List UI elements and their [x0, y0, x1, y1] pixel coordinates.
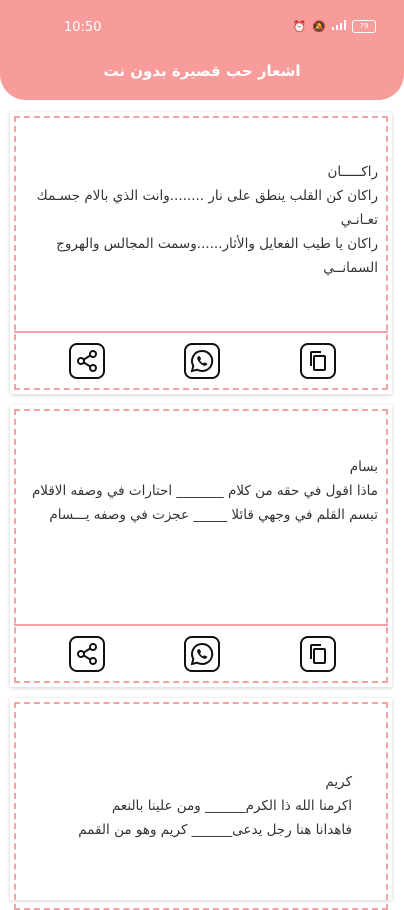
- status-icons: [293, 20, 376, 33]
- poem-text: [24, 455, 378, 527]
- poem-card: [10, 405, 392, 687]
- copy-icon: [306, 642, 330, 666]
- app-header: [0, 0, 404, 100]
- poem-body: ماذا اقول في حقه من كلام _______ احتارات في وصفه الاقلام تبسم القلم في وجهي قائلا _____ عجزت في وصفه يـــسام: [31, 483, 378, 523]
- poem-card: [10, 698, 392, 900]
- poem-body: راكان كن القلب ينطق على نار ........وانت الذي بالام جسـمك تعـانـي راكان يا طيب الفعايل والأثار......وسمت المجالس والهروج السمانــي: [36, 188, 378, 276]
- poem-card: [10, 112, 392, 394]
- share-icon: [75, 642, 99, 666]
- poem-name: بسام: [349, 459, 378, 475]
- poem-text: [24, 770, 352, 842]
- alarm-icon: ⏰: [292, 20, 307, 33]
- poem-name: راكـــــان: [327, 164, 378, 180]
- whatsapp-icon: [189, 348, 215, 374]
- copy-icon: [306, 349, 330, 373]
- copy-button[interactable]: [300, 636, 336, 672]
- signal-icon: [332, 20, 346, 33]
- share-button[interactable]: [69, 343, 105, 379]
- mute-icon: 🔕: [312, 20, 326, 33]
- poem-name: كريم: [325, 774, 352, 790]
- share-button[interactable]: [69, 636, 105, 672]
- page-title: اشعار حب قصيرة بدون نت: [103, 62, 301, 80]
- card-divider: [14, 624, 388, 626]
- battery-icon: 79: [352, 20, 376, 33]
- share-icon: [75, 349, 99, 373]
- whatsapp-icon: [189, 641, 215, 667]
- card-divider: [14, 331, 388, 333]
- status-time: 10:50: [64, 20, 102, 35]
- card-actions: [10, 343, 392, 383]
- poem-body: اكرمنا الله ذا الكرم______ ومن علينا بالنعم فاهدانا هنا رجل يدعى______ كريم وهو من القمم: [78, 798, 352, 838]
- whatsapp-button[interactable]: [184, 343, 220, 379]
- whatsapp-button[interactable]: [184, 636, 220, 672]
- poem-text: [24, 160, 378, 280]
- card-actions: [10, 636, 392, 676]
- copy-button[interactable]: [300, 343, 336, 379]
